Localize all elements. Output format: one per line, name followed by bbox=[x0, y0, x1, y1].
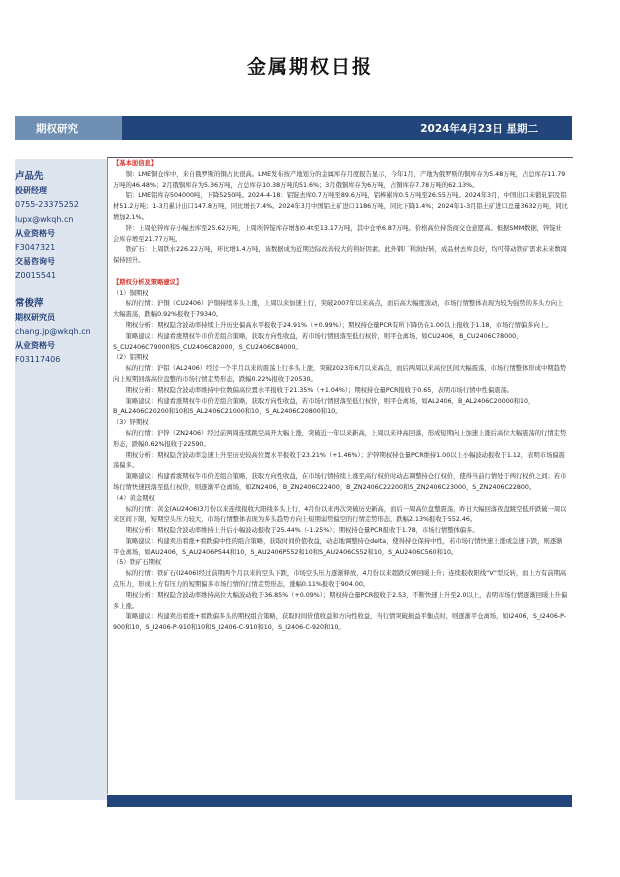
block-para: 策略建议：构建看涨期权牛市价差组合策略，获取方向性收益，在市场行情持续上涨至高行权价时动态调整持仓行权价，使得当前行情处于两行权价之间；若市场行情快速回落至低行权价，则逐渐平仓离场，如ZN2406，B_ZN2406C22400，B_ZN2406C22200和S_ZN2406C23000，S_ZN2406C22800。 bbox=[113, 473, 567, 491]
block-heading: （4）黄金期权 bbox=[113, 494, 155, 502]
analyst-name: 卢品先 bbox=[15, 171, 44, 182]
basic-info-zinc: 锌：上周伦锌库存小幅去库至25.62万吨，上周所锌锭库存增加0.4t至13.17万吨，其中仓单6.87万吨。价格高位持货商交仓意愿高。根据SMM数据，锌锭社会库存增至21.77万吨。 bbox=[113, 224, 562, 243]
block-para: 标的行情：沪铝（AL2406）经过一个半月以来的震荡上行多头上涨，突破2023年6月以来高点，而后两周以来高位区间大幅震荡，市场行情整体形成中期趋势向上短期回落高位盘整的市场行情走势形态，跌幅0.22%报收于20530。 bbox=[113, 365, 567, 383]
block-para: 标的行情：沪锌（ZN2406）经过前两周连续跳空高开大幅上涨，突破近一年以来新高，上周以来冲高回落，形成短期向上加速上涨后高位大幅震荡的行情走势形态，跌幅0.62%报收于22590。 bbox=[113, 429, 567, 448]
block-heading: （3）锌期权 bbox=[113, 419, 149, 427]
analyst-email[interactable]: lupx@wkqh.cn bbox=[15, 214, 74, 224]
analyst-2 bbox=[15, 297, 107, 368]
block-para: 策略建议：构建卖出看涨+看跌偏多头的期权组合策略，获取时间价值收益和方向性收益，当行情突破损益平衡点时，则逐渐平仓离场，如I2406，S_I2406-P-900和10，S_I2406-P-910和10和S_I2406-C-910和10，S_I2406-C-920和10。 bbox=[113, 613, 567, 632]
analyst-invest-label: 交易咨询号 bbox=[15, 257, 55, 267]
basic-info-iron-ore: 铁矿石：上周铁水226.22万吨，环比增1.4万吨，该数据成为近期边际改善较大的利好因素。此外钢厂利润好转，成品材去库良好，均可带动铁矿需求未来数周保持回升。 bbox=[113, 246, 567, 265]
analyst-cert-label: 从业资格号 bbox=[15, 341, 55, 351]
basic-info-title: 【基本面信息】 bbox=[113, 160, 158, 167]
block-para: 期权分析：期权隐含波动率急速上升至历史较高位置水平报收于23.21%（+1.46%）；沪锌期权持仓量PCR维持1.00以上小幅波动报收于1.12，表明市场偏震荡偏多。 bbox=[113, 451, 565, 470]
block-para: 期权分析：期权隐含波动率维持高位大幅波动收于36.85%（+0.09%）；期权持仓量PCR报收于2.53，不断快速上升至2.0以上，表明市场行情逐渐回暖上升偏多上涨。 bbox=[113, 591, 568, 610]
analyst-name: 常俊萍 bbox=[15, 297, 44, 309]
report-title: 金属期权日报 bbox=[246, 56, 373, 78]
block-heading: （2）铝期权 bbox=[113, 354, 149, 362]
block-para: 期权分析：期权隐含波动率持续上升历史偏高水平报收于24.91%（+0.99%）；期权持仓量PCR有所下降仍在1.00以上报收于1.18，市场行情偏多向上。 bbox=[125, 321, 553, 329]
analyst-role: 投研经理 bbox=[15, 186, 47, 196]
analyst-list bbox=[15, 170, 107, 368]
analysis-title: 【期权分析及策略建议】 bbox=[113, 278, 183, 286]
analyst-cert: F03117406 bbox=[15, 355, 61, 365]
footer-band bbox=[107, 795, 572, 807]
basic-info-copper: 铜：LME铜仓库中，来自俄罗斯的铜占比很高。LME发布按产地划分的金属库存月度报告显示，今年1月，产地为俄罗斯的铜库存为5.48万吨，占总库存11.79万吨的46.48%；2月俄铜库存为5.36万吨，占总库存10.38万吨的51.6%；3月俄铜库存为6万吨，占铜库存7.78万吨的62.13%。 bbox=[113, 170, 566, 189]
section-label: 期权研究 bbox=[36, 123, 78, 135]
analyst-phone: 0755-23375252 bbox=[15, 200, 79, 210]
block-para: 期权分析：期权隐含波动率维持上升后小幅波动报收于25.44%（-1.25%）；期权持仓量PCR报收于1.78，市场行情整体偏多。 bbox=[125, 527, 479, 535]
analyst-role: 期权研究员 bbox=[15, 312, 55, 322]
block-para: 标的行情：黄金(AU2406)3月份以来连续报收大阳线多头上行，4月份以来再次突破历史新高，而后一周高位盘整震荡，昨日大幅回落夜盘跳空低开跌破一周以来区间下限，短期空头压力较大，市场行情整体表现为多头趋势方向上短期弱势偏空的行情走势形态，跌幅2.13%报收于552.46。 bbox=[113, 505, 567, 524]
block-para: 策略建议：构建看涨期权牛市价差组合策略，获取方向性收益，若市场行情回落至低行权价，则平仓离场，如AL2406，B_AL2406C20000和10，B_AL2406C20200和10和S_AL2406C21000和10，S_AL2406C20800和10。 bbox=[113, 397, 535, 416]
analyst-email[interactable]: chang.jp@wkqh.cn bbox=[15, 327, 91, 337]
report-body bbox=[113, 159, 568, 634]
analyst-1 bbox=[15, 170, 107, 284]
block-heading: （5）铁矿石期权 bbox=[113, 559, 162, 567]
report-date: 2024年4月23日 星期二 bbox=[420, 123, 538, 135]
analyst-invest: Z0015541 bbox=[15, 271, 57, 281]
block-heading: （1）铜期权 bbox=[113, 289, 149, 297]
block-para: 标的行情：沪铜（CU2406）沪铜持续多头上涨，上周以来加速上行，突破2007年以来高点，而后高大幅度波动，市场行情整体表现为较为强势的多头方向上大幅震荡，跌幅0.92%报收于79340。 bbox=[113, 300, 564, 319]
block-para: 策略建议：构建卖出看涨+看跌偏中性的组合策略，获取时间价值收益，动态地调整持仓delta，使得持仓保持中性，若市场行情快速上涨或急速下跌，则逐渐平仓离场，如AU2406，S_AU2406P544和10，S_AU2406P552和10和S_AU2406C552和10，S_AU2406C560和10。 bbox=[113, 537, 563, 556]
analyst-cert: F3047321 bbox=[15, 243, 56, 253]
analyst-cert-label: 从业资格号 bbox=[15, 228, 55, 238]
block-para: 标的行情：铁矿石(I2406)经过前期两个月以来的空头下跌，市场空头压力逐渐释放，4月份以来超跌反弹回暖上升；连续报收阳线“V”型反转，而上方有前期高点压力，形成上方有压力的短期偏多市场行情的行情走势形态，涨幅0.11%报收于904.00。 bbox=[113, 570, 567, 589]
block-para: 期权分析：期权隐含波动率维持中位数偏高位置水平报收于21.35%（+1.04%）；期权持仓量PCR报收于0.65，表明市场行情中性偏震荡。 bbox=[125, 386, 514, 394]
block-para: 策略建议：构建看涨期权牛市价差组合策略，获取方向性收益，若市场行情回落至低行权价，则平仓离场，如CU2406，B_CU2406C78000，S_CU2406C79000和S_CU2406C82000，S_CU2406C84000。 bbox=[113, 332, 523, 351]
basic-info-aluminum: 铝：LME铝库存504000吨，下降5250吨。2024-4-18：铝锭去库0.7万吨至89.6万吨，铝棒累库0.5万吨至26.55万吨。2024年3月，中国出口未锻轧铝及铝材51.2万吨；1-3月累计出口147.8万吨，同比增长7.4%。2024年3月中国铝土矿进口1186万吨，同比下降1.4%；2024年1-3月铝土矿进口总量3632万吨，同比增加2.1%。 bbox=[113, 192, 568, 221]
